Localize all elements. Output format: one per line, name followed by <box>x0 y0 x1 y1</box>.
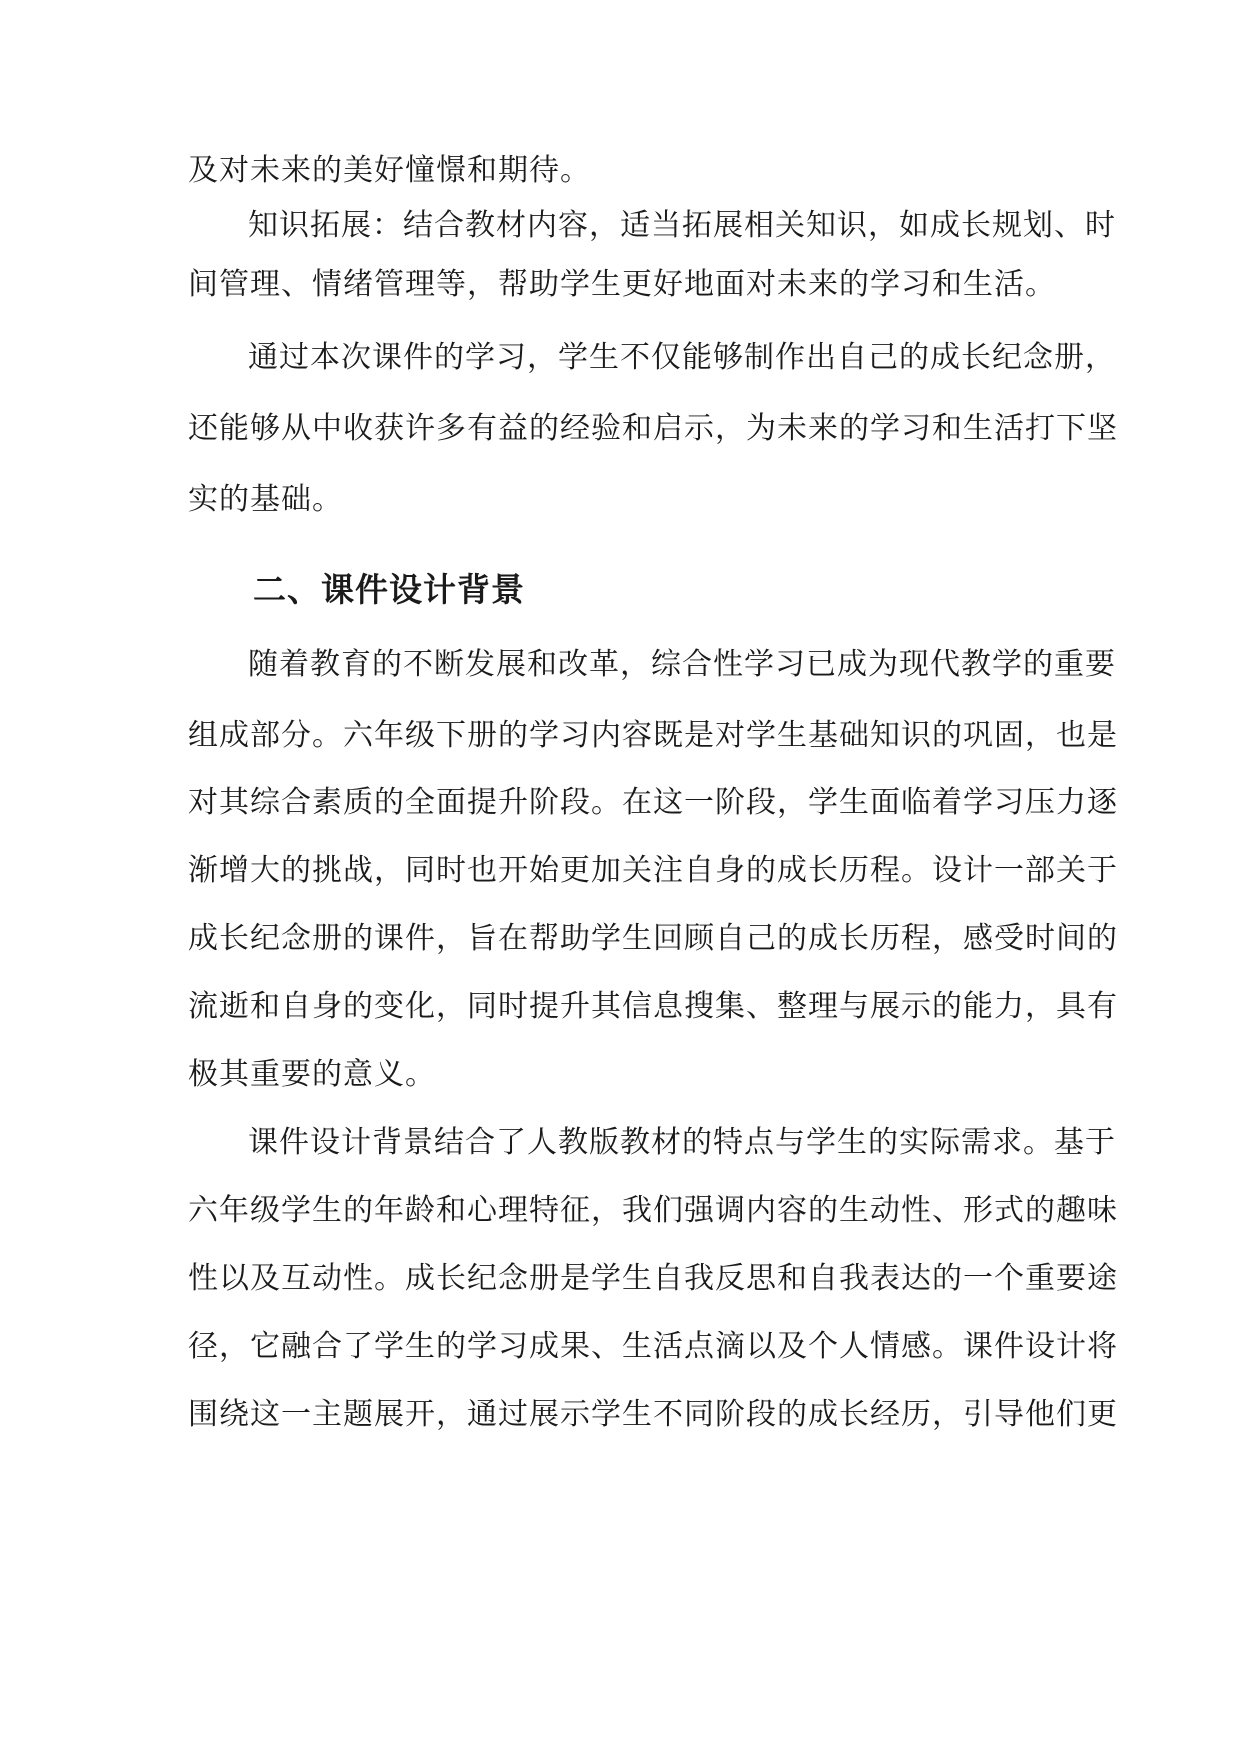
paragraph-line: 课件设计背景结合了人教版教材的特点与学生的实际需求。基于 <box>248 1125 1116 1160</box>
paragraph-line: 通过本次课件的学习，学生不仅能够制作出自己的成长纪念册， <box>248 340 1116 375</box>
paragraph-line: 实的基础。 <box>188 482 343 517</box>
paragraph-line: 围绕这一主题展开，通过展示学生不同阶段的成长经历，引导他们更 <box>188 1397 1118 1432</box>
paragraph-line: 性以及互动性。成长纪念册是学生自我反思和自我表达的一个重要途 <box>188 1261 1118 1296</box>
paragraph-line: 知识拓展：结合教材内容，适当拓展相关知识，如成长规划、时 <box>248 208 1116 243</box>
paragraph-line: 径，它融合了学生的学习成果、生活点滴以及个人情感。课件设计将 <box>188 1329 1118 1364</box>
paragraph-line: 随着教育的不断发展和改革，综合性学习已成为现代教学的重要 <box>248 647 1116 682</box>
paragraph-line: 渐增大的挑战，同时也开始更加关注自身的成长历程。设计一部关于 <box>188 853 1118 888</box>
paragraph-line: 及对未来的美好憧憬和期待。 <box>188 153 591 188</box>
paragraph-line: 组成部分。六年级下册的学习内容既是对学生基础知识的巩固，也是 <box>188 718 1118 753</box>
section-heading: 二、课件设计背景 <box>253 570 525 609</box>
paragraph-line: 六年级学生的年龄和心理特征，我们强调内容的生动性、形式的趣味 <box>188 1193 1118 1228</box>
paragraph-line: 还能够从中收获许多有益的经验和启示，为未来的学习和生活打下坚 <box>188 411 1118 446</box>
paragraph-line: 流逝和自身的变化，同时提升其信息搜集、整理与展示的能力，具有 <box>188 989 1118 1024</box>
paragraph-line: 极其重要的意义。 <box>188 1057 436 1092</box>
paragraph-line: 间管理、情绪管理等，帮助学生更好地面对未来的学习和生活。 <box>188 267 1056 302</box>
paragraph-line: 成长纪念册的课件，旨在帮助学生回顾自己的成长历程，感受时间的 <box>188 921 1118 956</box>
paragraph-line: 对其综合素质的全面提升阶段。在这一阶段，学生面临着学习压力逐 <box>188 785 1118 820</box>
